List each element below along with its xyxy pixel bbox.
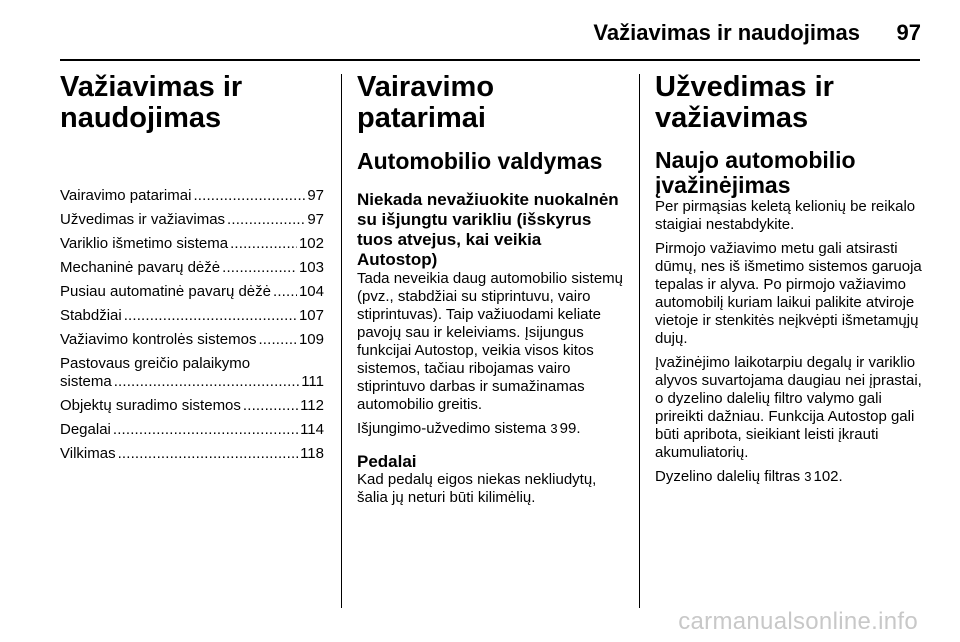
toc-page: 111 [301, 373, 324, 390]
column-driving-tips [357, 72, 623, 507]
toc-leader [114, 373, 300, 391]
toc-label: Pusiau automatinė pavarų dėžė [60, 283, 271, 300]
toc-label: Vilkimas [60, 445, 116, 462]
pedals-heading: Pedalai [357, 452, 417, 471]
toc-label: Stabdžiai [60, 307, 122, 324]
toc-item[interactable] [60, 283, 324, 301]
reference-label: Išjungimo-užvedimo sistema [357, 420, 547, 437]
subsection-title: Naujo automobilio įvažinėjimas [655, 147, 856, 198]
toc-item[interactable] [60, 187, 324, 205]
column-divider-2 [639, 74, 640, 608]
column-starting [655, 72, 922, 486]
toc-item[interactable] [60, 235, 324, 253]
subsection-title: Automobilio valdymas [357, 148, 603, 174]
page-header [0, 0, 960, 60]
reference-page: 102. [813, 468, 843, 485]
toc-label: Užvedimas ir važiavimas [60, 211, 226, 228]
toc-item[interactable] [60, 445, 324, 463]
toc-leader [230, 235, 297, 253]
reference-arrow-icon: 3 [550, 421, 558, 436]
toc-page: 112 [300, 397, 324, 414]
watermark: carmanualsonline.info [678, 608, 918, 635]
paragraph: Įvažinėjimo laikotarpiu degalų ir variklio alyvos suvartojama daugiau nei įprastai, o dyzelino dalelių filtro valymo gali prireikti dažniau. Funkcija Autostop gali būti apribota, sieikiant leisti įkrauti akumuliatorių. [655, 354, 922, 461]
toc-item[interactable] [60, 355, 324, 391]
table-of-contents [60, 187, 324, 463]
toc-leader [222, 259, 297, 277]
chapter-title: Važiavimas ir naudojimas [60, 71, 243, 134]
toc-label-continued: sistema [60, 373, 112, 390]
paragraph: Pirmojo važiavimo metu gali atsirasti dūmų, nes iš išmetimo sistemos garuoja tepalas ir alyva. Po pirmojo važiavimo automobilį kuriam laikui palikite atviroje vietoje ir stenkitės neįkvėpti išmetamųjų dujų. [655, 240, 922, 347]
toc-page: 118 [300, 445, 324, 462]
section-title: Vairavimo patarimai [357, 71, 495, 134]
pedals-text: Kad pedalų eigos niekas nekliudytų, šalia jų neturi būti kilimėlių. [357, 471, 597, 506]
toc-item[interactable] [60, 307, 324, 325]
toc-item[interactable] [60, 421, 324, 439]
toc-label: Važiavimo kontrolės sistemos [60, 331, 257, 348]
toc-page: 103 [298, 259, 324, 276]
toc-leader [193, 187, 305, 205]
toc-leader [227, 211, 305, 229]
cross-reference[interactable] [357, 420, 623, 438]
toc-label: Variklio išmetimo sistema [60, 235, 229, 252]
toc-label: Degalai [60, 421, 111, 438]
warning-text: Tada neveikia daug automobilio sistemų (pvz., stabdžiai su stiprintuvu, vairo stiprintuvas). Taip važiuodami keliate pavojų sau ir keleiviams. Įsijungus funkcijai Autostop, veikia visos kitos sistemos, tačiau ribojamas vairo stiprintuvo darbas ir sumažinamas automobilio greitis. [357, 270, 623, 413]
toc-leader [273, 283, 297, 301]
toc-item[interactable] [60, 211, 324, 229]
toc-label: Objektų suradimo sistemos [60, 397, 241, 414]
warning-heading: Niekada nevažiuokite nuokalnėn su išjungtu varikliu (išskyrus tuos atvejus, kai veikia Autostop) [357, 190, 619, 269]
toc-page: 107 [298, 307, 324, 324]
toc-leader [113, 421, 298, 439]
toc-page: 109 [298, 331, 324, 348]
toc-item[interactable] [60, 259, 324, 277]
toc-page: 114 [300, 421, 324, 438]
reference-page: 99. [559, 420, 581, 437]
running-title: Važiavimas ir naudojimas [593, 20, 860, 45]
toc-page: 97 [307, 211, 324, 228]
toc-leader [243, 397, 298, 415]
reference-label: Dyzelino dalelių filtras [655, 468, 801, 485]
cross-reference[interactable] [655, 468, 922, 486]
toc-label: Pastovaus greičio palaikymo [60, 355, 251, 372]
page-number: 97 [896, 20, 921, 45]
toc-label: Vairavimo patarimai [60, 187, 192, 204]
column-divider-1 [341, 74, 342, 608]
toc-page: 97 [307, 187, 324, 204]
toc-leader [124, 307, 297, 325]
reference-arrow-icon: 3 [804, 469, 812, 484]
toc-leader [118, 445, 299, 463]
toc-label: Mechaninė pavarų dėžė [60, 259, 221, 276]
column-toc [60, 72, 324, 469]
paragraph: Per pirmąsias keletą kelionių be reikalo staigiai nestabdykite. [655, 198, 916, 233]
toc-item[interactable] [60, 397, 324, 415]
toc-page: 104 [298, 283, 324, 300]
toc-leader [258, 331, 297, 349]
toc-page: 102 [298, 235, 324, 252]
section-title: Užvedimas ir važiavimas [655, 71, 834, 134]
toc-item[interactable] [60, 331, 324, 349]
header-rule [60, 59, 920, 61]
